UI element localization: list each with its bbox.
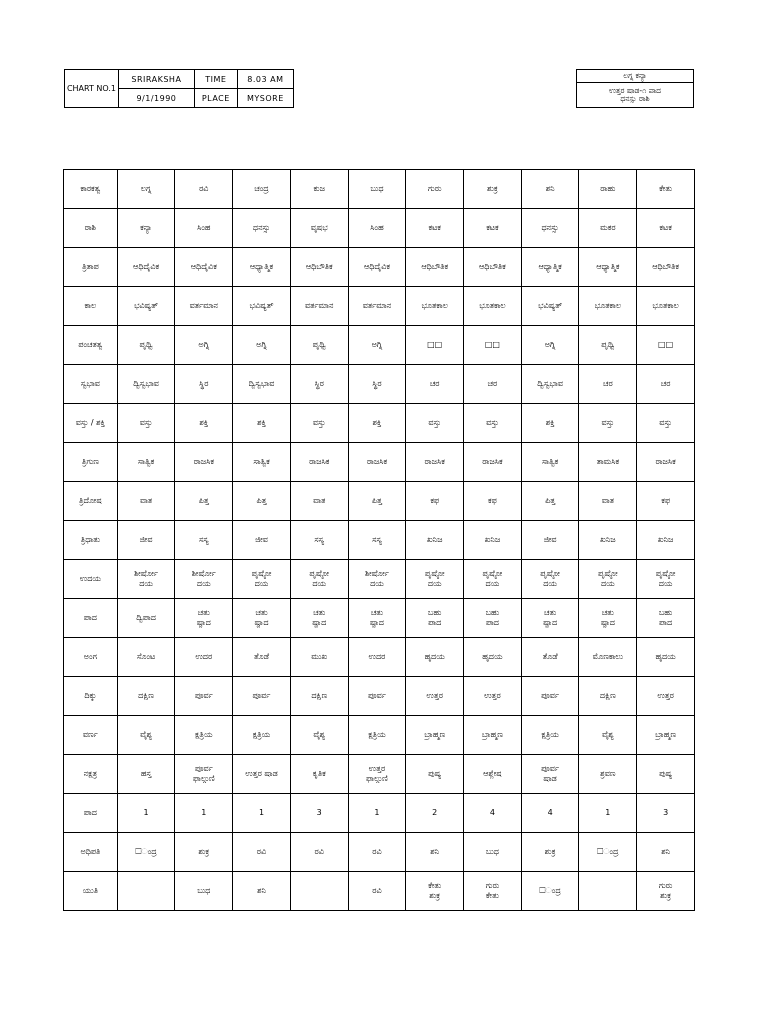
table-cell: ಆಧಿಬೌತಿಕ (464, 248, 522, 287)
table-cell: ರಾಜಸಿಕ (406, 443, 464, 482)
table-cell: ಸಿಂಹ (348, 209, 406, 248)
table-cell: ಪುಷ್ಯ (406, 755, 464, 794)
table-cell (117, 872, 175, 911)
table-cell: ಚರ (464, 365, 522, 404)
table-cell: ವರ್ತಮಾನ (290, 287, 348, 326)
table-cell: ಪಿತ್ತ (521, 482, 579, 521)
table-cell: ಪಿತ್ತ (348, 482, 406, 521)
table-cell: ಶುಕ್ರ (464, 170, 522, 209)
table-cell: ಗುರು ಶುಕ್ರ (637, 872, 695, 911)
table-cell: ಹಸ್ತ (117, 755, 175, 794)
row-label: ನಕ್ಷತ್ರ (64, 755, 118, 794)
table-row (64, 404, 695, 443)
table-cell: ಚತು ಷ್ಪಾದ (348, 599, 406, 638)
table-row (64, 287, 695, 326)
table-cell: ವಸ್ತು (579, 404, 637, 443)
table-cell: ಉತ್ತರ (637, 677, 695, 716)
table-cell: ಹೃದಯ (464, 638, 522, 677)
table-cell: ಪೂರ್ವ (175, 677, 233, 716)
table-cell: ತೊಡೆ (521, 638, 579, 677)
table-cell: ರವಿ (175, 170, 233, 209)
table-cell: ದಕ್ಷಿಣ (579, 677, 637, 716)
table-cell: □ಂದ್ರ (117, 833, 175, 872)
row-label: ದಿಕ್ಕು (64, 677, 118, 716)
row-label: ಪಂಚತತ್ವ (64, 326, 118, 365)
table-row (64, 365, 695, 404)
table-cell: ಖನಿಜ (637, 521, 695, 560)
table-cell: ಶಕ್ತಿ (233, 404, 291, 443)
table-cell: ಉತ್ತರ ಫಾಲ್ಗುಣಿ (348, 755, 406, 794)
table-row (64, 482, 695, 521)
table-cell: ಆಶ್ಲೇಷ (464, 755, 522, 794)
table-cell: ಬಹು ಪಾದ (637, 599, 695, 638)
table-cell: ಆಧಿದೈವಿಕ (175, 248, 233, 287)
row-label: ತ್ರಿಗುಣ (64, 443, 118, 482)
row-label: ಅಧಿಪತಿ (64, 833, 118, 872)
table-cell: ಆಧ್ಯಾತ್ಮಿಕ (579, 248, 637, 287)
table-row (64, 755, 695, 794)
table-cell: ಕ್ಷತ್ರಿಯ (348, 716, 406, 755)
table-row (64, 170, 695, 209)
table-cell: ವೈಶ್ಯ (117, 716, 175, 755)
time-label: TIME (194, 70, 237, 89)
table-cell: ಉತ್ತರ (464, 677, 522, 716)
table-cell: ಚರ (406, 365, 464, 404)
table-cell: ಸಾತ್ವಿಕ (233, 443, 291, 482)
table-cell: ಸಸ್ಯ (348, 521, 406, 560)
table-cell: ಉದರ (175, 638, 233, 677)
table-cell: ಸ್ಥಿರ (290, 365, 348, 404)
table-cell: ಜೀವ (233, 521, 291, 560)
row-label: ಸ್ವಭಾವ (64, 365, 118, 404)
table-cell: □ಂದ್ರ (521, 872, 579, 911)
table-cell: ಭೂತಕಾಲ (579, 287, 637, 326)
table-row (64, 443, 695, 482)
table-cell: ಕನ್ಯಾ (117, 209, 175, 248)
table-cell: ವೃಷಭ (290, 209, 348, 248)
table-cell: 1 (175, 794, 233, 833)
table-cell: ಪೃಷ್ಠೋ ದಯ (521, 560, 579, 599)
table-cell: ಶೀರ್ಷೋ ದಯ (117, 560, 175, 599)
table-cell: ದ್ವಿಸ್ವಭಾವ (117, 365, 175, 404)
table-cell: ಬಹು ಪಾದ (464, 599, 522, 638)
table-cell: ಶಕ್ತಿ (175, 404, 233, 443)
chart-number: CHART NO.1 (65, 70, 119, 108)
table-cell: ರವಿ (348, 833, 406, 872)
table-row (64, 638, 695, 677)
table-cell: ಆಧಿಬೌತಿಕ (637, 248, 695, 287)
table-row (64, 248, 695, 287)
table-cell: ಸೊಂಟ (117, 638, 175, 677)
table-cell: ಕೃತಿಕ (290, 755, 348, 794)
table-cell: ಕಟಕ (637, 209, 695, 248)
table-cell: ದ್ವಿಸ್ವಭಾವ (521, 365, 579, 404)
table-cell: □□ (406, 326, 464, 365)
table-cell: ಚತು ಷ್ಪಾದ (233, 599, 291, 638)
table-cell: ಮುಖ (290, 638, 348, 677)
table-cell: ಭವಿಷ್ಯತ್ (233, 287, 291, 326)
table-cell: ಪೂರ್ವ (348, 677, 406, 716)
table-cell: 1 (117, 794, 175, 833)
row-label: ಪಾದ (64, 599, 118, 638)
table-cell: ಸಿಂಹ (175, 209, 233, 248)
table-cell: ವಸ್ತು (290, 404, 348, 443)
table-cell: ವಾತ (579, 482, 637, 521)
table-cell: ಶನಿ (637, 833, 695, 872)
table-cell: ಶನಿ (521, 170, 579, 209)
table-cell: ಪೃಥ್ವಿ (290, 326, 348, 365)
table-cell: ವಸ್ತು (406, 404, 464, 443)
table-cell: ವಾತ (290, 482, 348, 521)
table-cell: ರಾಜಸಿಕ (290, 443, 348, 482)
table-cell: ಕಫ (406, 482, 464, 521)
table-cell: ರಾಜಸಿಕ (637, 443, 695, 482)
table-cell: ಸಸ್ಯ (290, 521, 348, 560)
table-row (64, 521, 695, 560)
table-cell: ಖನಿಜ (406, 521, 464, 560)
table-cell: ವಾತ (117, 482, 175, 521)
table-cell: 3 (290, 794, 348, 833)
table-cell: ಶೀರ್ಷೋ ದಯ (175, 560, 233, 599)
table-cell: ಕಟಕ (464, 209, 522, 248)
table-cell: ಪೂರ್ವ (233, 677, 291, 716)
table-row (64, 716, 695, 755)
birth-date: 9/1/1990 (119, 89, 195, 108)
table-row (64, 560, 695, 599)
table-cell: ಶನಿ (406, 833, 464, 872)
table-row (64, 872, 695, 911)
table-cell: ಭೂತಕಾಲ (406, 287, 464, 326)
row-label: ಕಾಲ (64, 287, 118, 326)
table-cell: ಅಗ್ನಿ (348, 326, 406, 365)
table-cell: ಮಕರ (579, 209, 637, 248)
table-cell: ಶಕ್ತಿ (348, 404, 406, 443)
table-cell: ಪೃಷ್ಠೋ ದಯ (290, 560, 348, 599)
table-cell: ದಕ್ಷಿಣ (290, 677, 348, 716)
table-cell: ಆಧಿಬೌತಿಕ (406, 248, 464, 287)
table-cell: ಕಫ (637, 482, 695, 521)
table-cell: ಬುಧ (464, 833, 522, 872)
table-cell: ಗುರು (406, 170, 464, 209)
table-cell: □ಂದ್ರ (579, 833, 637, 872)
table-cell: ರಾಜಸಿಕ (348, 443, 406, 482)
table-cell: ಕಫ (464, 482, 522, 521)
table-row (64, 599, 695, 638)
table-cell: ವರ್ತಮಾನ (348, 287, 406, 326)
row-label: ವಸ್ತು / ಶಕ್ತಿ (64, 404, 118, 443)
table-cell: ಕ್ಷತ್ರಿಯ (521, 716, 579, 755)
nakshatra-rashi-text (577, 83, 694, 108)
table-cell: ಪಿತ್ತ (233, 482, 291, 521)
lagna-text: ಲಗ್ನ ಕನ್ಯಾ (577, 70, 694, 83)
table-cell: ಶಕ್ತಿ (521, 404, 579, 443)
chart-header-table (64, 69, 294, 108)
table-cell: 4 (464, 794, 522, 833)
table-cell: ಸ್ಥಿರ (175, 365, 233, 404)
table-cell: ಅಗ್ನಿ (175, 326, 233, 365)
table-cell: ಹೃದಯ (406, 638, 464, 677)
table-cell: ಚಂದ್ರ (233, 170, 291, 209)
table-cell: ದ್ವಿಪಾದ (117, 599, 175, 638)
table-cell: ಜೀವ (521, 521, 579, 560)
table-cell: ಚತು ಷ್ಪಾದ (175, 599, 233, 638)
lagna-info-box (576, 69, 694, 108)
table-cell: ವೈಶ್ಯ (579, 716, 637, 755)
table-cell: ಭೂತಕಾಲ (637, 287, 695, 326)
row-label: ತ್ರಿಧಾತು (64, 521, 118, 560)
table-cell: ಉದರ (348, 638, 406, 677)
table-cell: ಆಧ್ಯಾತ್ಮಿಕ (521, 248, 579, 287)
table-cell: ಉತ್ತರ ಷಾಡ (233, 755, 291, 794)
table-cell: ಶ್ರವಣ (579, 755, 637, 794)
table-cell: ವಸ್ತು (117, 404, 175, 443)
table-cell (579, 872, 637, 911)
table-cell: ರಾಜಸಿಕ (464, 443, 522, 482)
table-cell: ಆಧ್ಯಾತ್ಮಿಕ (233, 248, 291, 287)
table-cell: ಕಟಕ (406, 209, 464, 248)
table-cell: ಬ್ರಾಹ್ಮಣ (637, 716, 695, 755)
table-cell: ದಕ್ಷಿಣ (117, 677, 175, 716)
table-cell: ಬಹು ಪಾದ (406, 599, 464, 638)
table-cell: ಸಸ್ಯ (175, 521, 233, 560)
table-cell: ಚರ (579, 365, 637, 404)
table-row (64, 677, 695, 716)
table-cell: ಪುಷ್ಯ (637, 755, 695, 794)
table-cell: ತೊಡೆ (233, 638, 291, 677)
table-cell: ಪೂರ್ವ (521, 677, 579, 716)
table-cell: ಶುಕ್ರ (175, 833, 233, 872)
astro-attributes-table (63, 169, 695, 911)
table-cell: ವೈಶ್ಯ (290, 716, 348, 755)
table-cell: ಸಾತ್ವಿಕ (117, 443, 175, 482)
table-cell: ಭವಿಷ್ಯತ್ (117, 287, 175, 326)
row-label: ತ್ರಿದೋಷ (64, 482, 118, 521)
table-cell: ಧನಸ್ಸು (521, 209, 579, 248)
table-cell: ರಾಜಸಿಕ (175, 443, 233, 482)
table-cell: ಖನಿಜ (464, 521, 522, 560)
table-cell: ಜೀವ (117, 521, 175, 560)
table-cell: ಬುಧ (348, 170, 406, 209)
table-cell: ವರ್ತಮಾನ (175, 287, 233, 326)
row-label: ಯುತಿ (64, 872, 118, 911)
table-cell: ಕ್ಷತ್ರಿಯ (175, 716, 233, 755)
table-cell: ಕ್ಷತ್ರಿಯ (233, 716, 291, 755)
table-cell: ಅಗ್ನಿ (521, 326, 579, 365)
table-cell: ಖನಿಜ (579, 521, 637, 560)
table-cell: ತಾಮಸಿಕ (579, 443, 637, 482)
table-cell: ಉತ್ತರ (406, 677, 464, 716)
row-label: ಅಂಗ (64, 638, 118, 677)
table-cell: ಚತು ಷ್ಪಾದ (290, 599, 348, 638)
table-cell: ಹೃದಯ (637, 638, 695, 677)
table-cell: ಬುಧ (175, 872, 233, 911)
table-cell: ಭವಿಷ್ಯತ್ (521, 287, 579, 326)
table-cell: ಆಧಿದೈವಿಕ (117, 248, 175, 287)
table-cell: ಬ್ರಾಹ್ಮಣ (464, 716, 522, 755)
table-cell: ದ್ವಿಸ್ವಭಾವ (233, 365, 291, 404)
table-cell: ಚತು ಷ್ಪಾದ (521, 599, 579, 638)
table-cell: ಶೀರ್ಷೋ ದಯ (348, 560, 406, 599)
table-cell: 1 (348, 794, 406, 833)
table-cell: ಮೊಣಕಾಲು (579, 638, 637, 677)
table-cell: ಚರ (637, 365, 695, 404)
table-cell: ಶುಕ್ರ (521, 833, 579, 872)
rashi-text: ಧನಸ್ಸು ರಾಶಿ (620, 94, 650, 103)
row-label: ರಾಶಿ (64, 209, 118, 248)
table-cell: 2 (406, 794, 464, 833)
table-cell: ವಸ್ತು (637, 404, 695, 443)
table-cell: ರವಿ (233, 833, 291, 872)
table-cell: ಧನಸ್ಸು (233, 209, 291, 248)
place-label: PLACE (194, 89, 237, 108)
row-label: ತ್ರಿತಾಪ (64, 248, 118, 287)
table-cell: ಕೇತು ಶುಕ್ರ (406, 872, 464, 911)
table-cell: ಆಧಿಬೌತಿಕ (290, 248, 348, 287)
nakshatra-pada-text: ಉತ್ತರ ಷಾಡ-೧ ಪಾದ (608, 86, 662, 95)
table-cell: ಸಾತ್ವಿಕ (521, 443, 579, 482)
person-name: SRIRAKSHA (119, 70, 195, 89)
table-cell: ಭೂತಕಾಲ (464, 287, 522, 326)
table-cell: ಪೂರ್ವ ಷಾಡ (521, 755, 579, 794)
table-cell: ಶನಿ (233, 872, 291, 911)
row-label: ಉದಯ (64, 560, 118, 599)
table-cell: ಪೃಷ್ಠೋ ದಯ (637, 560, 695, 599)
table-cell: ಬ್ರಾಹ್ಮಣ (406, 716, 464, 755)
table-cell: ರವಿ (348, 872, 406, 911)
table-row (64, 794, 695, 833)
row-label: ಕಾರಕತ್ವ (64, 170, 118, 209)
place-value: MYSORE (237, 89, 293, 108)
table-cell: □□ (464, 326, 522, 365)
table-cell: 4 (521, 794, 579, 833)
table-cell: 1 (233, 794, 291, 833)
table-cell: ರವಿ (290, 833, 348, 872)
table-cell: ಪೂರ್ವ ಫಾಲ್ಗುಣಿ (175, 755, 233, 794)
table-cell: ಅಗ್ನಿ (233, 326, 291, 365)
table-cell: ಸ್ಥಿರ (348, 365, 406, 404)
table-cell: ಕೇತು (637, 170, 695, 209)
table-cell: ಪೃಷ್ಠೋ ದಯ (464, 560, 522, 599)
table-cell: 3 (637, 794, 695, 833)
table-cell (290, 872, 348, 911)
table-row (64, 326, 695, 365)
table-cell: ಪೃಥ್ವಿ (117, 326, 175, 365)
table-cell: ಪೃಥ್ವಿ (579, 326, 637, 365)
table-cell: ಪೃಷ್ಠೋ ದಯ (233, 560, 291, 599)
table-cell: ಆಧಿದೈವಿಕ (348, 248, 406, 287)
row-label: ವರ್ಣ (64, 716, 118, 755)
table-cell: 1 (579, 794, 637, 833)
table-cell: ಕುಜ (290, 170, 348, 209)
time-value: 8.03 AM (237, 70, 293, 89)
table-cell: ಪೃಷ್ಠೋ ದಯ (579, 560, 637, 599)
table-cell: ರಾಹು (579, 170, 637, 209)
table-cell: ಲಗ್ನ (117, 170, 175, 209)
table-row (64, 209, 695, 248)
table-cell: ಗುರು ಕೇತು (464, 872, 522, 911)
row-label: ಪಾದ (64, 794, 118, 833)
table-cell: ವಸ್ತು (464, 404, 522, 443)
table-cell: ಪಿತ್ತ (175, 482, 233, 521)
table-row (64, 833, 695, 872)
table-cell: ಚತು ಷ್ಪಾದ (579, 599, 637, 638)
table-cell: ಪೃಷ್ಠೋ ದಯ (406, 560, 464, 599)
table-cell: □□ (637, 326, 695, 365)
